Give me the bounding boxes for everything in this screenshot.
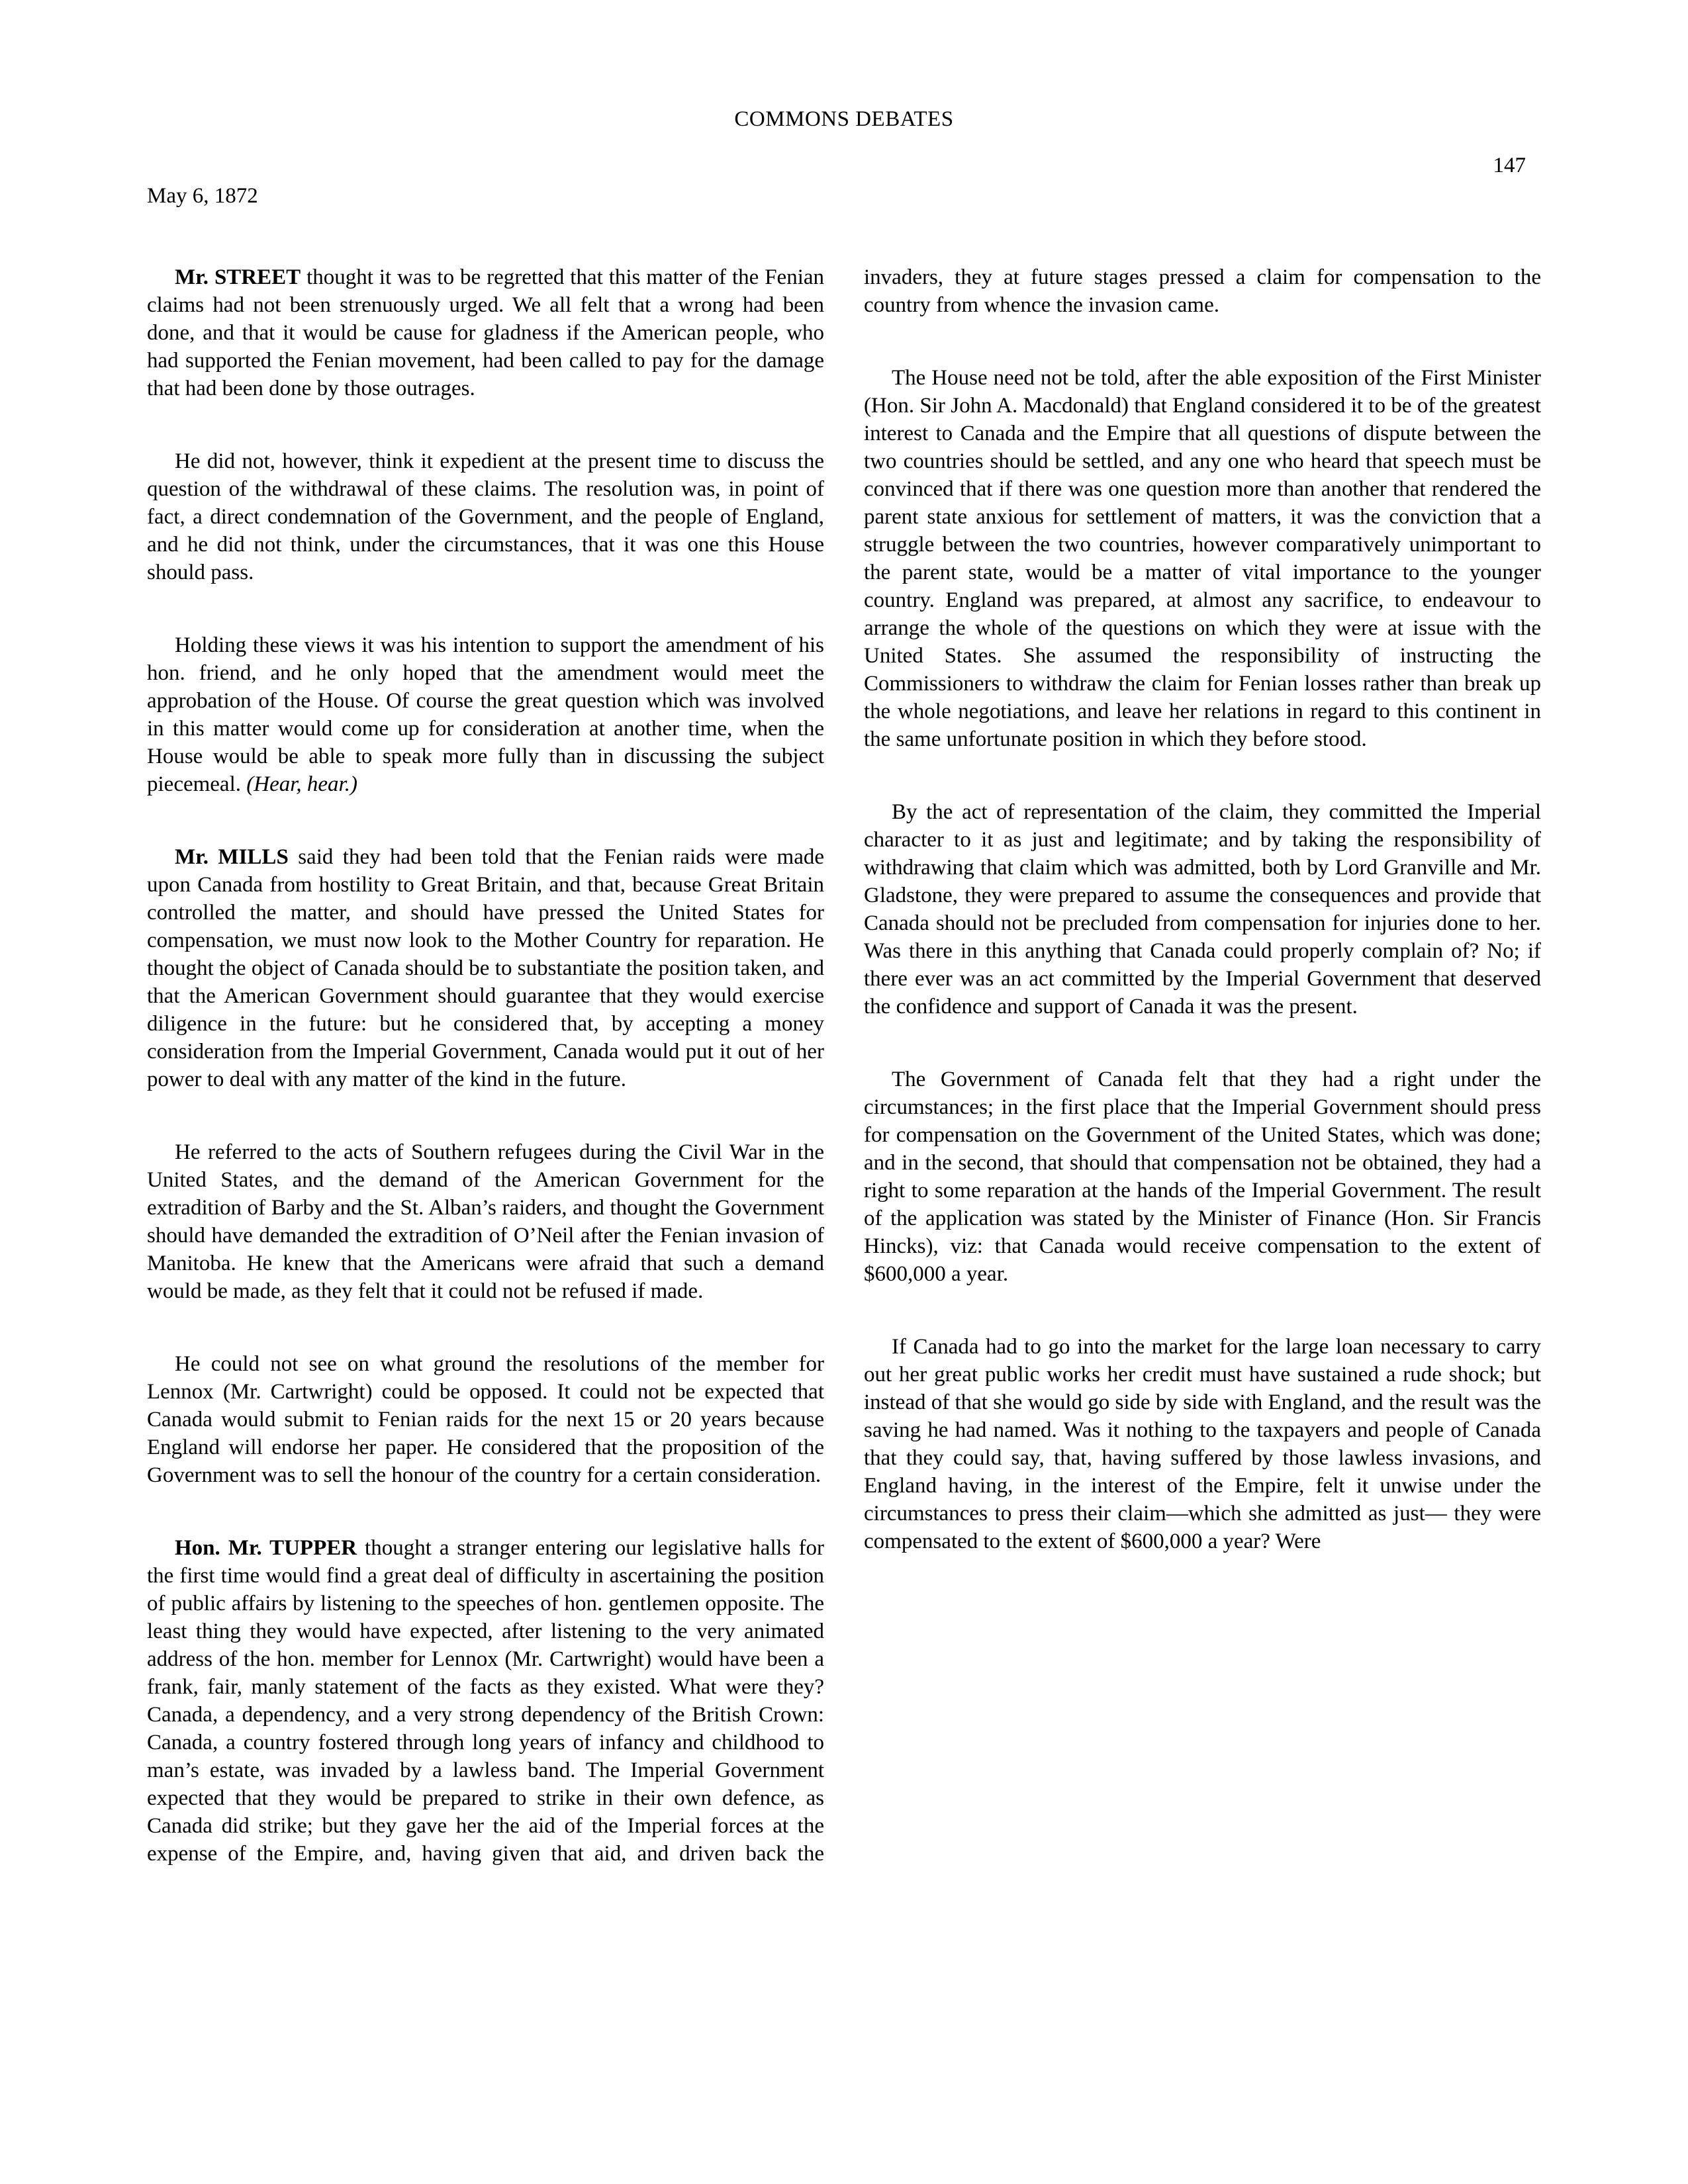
paragraph-text: said they had been told that the Fenian raids were made upon Canada from hostility to Great Britain, and that, because Great Britain controlled the matter, and should have pressed the United States for compensation, we must now look to the Mother Country for reparation. He thought the object of Canada should be to substantiate the position taken, and that the American Government should guarantee that they would exercise diligence in the future: but he considered that, by accepting a money consideration from the Imperial Government, Canada would put it out of her power to deal with any matter of the kind in the future.: [147, 845, 824, 1091]
paragraph-text: By the act of representation of the claim, they committed the Imperial character to it as just and legitimate; and by taking the responsibility of withdrawing that claim which was admitted, both by Lord Granville and Mr. Gladstone, they were prepared to assume the consequences and provide that Canada should not be precluded from compensation for injuries done to her. Was there in this anything that Canada could properly complain of? No; if there ever was an act committed by the Imperial Government that deserved the confidence and support of Canada it was the present.: [864, 800, 1541, 1019]
paragraph-text: He referred to the acts of Southern refugees during the Civil War in the United States, and the demand of the American Government for the extradition of Barby and the St. Alban’s raiders, and thought the Government should have demanded the extradition of O’Neil after the Fenian invasion of Manitoba. He knew that the Americans were afraid that such a demand would be made, as they felt that it could not be refused if made.: [147, 1140, 824, 1303]
paragraph: [864, 798, 1541, 1021]
paragraph: [147, 263, 824, 402]
running-head: COMMONS DEBATES: [734, 107, 954, 131]
paragraph: [147, 843, 824, 1093]
paragraph-text: He did not, however, think it expedient at the present time to discuss the question of the withdrawal of these claims. The resolution was, in point of fact, a direct condemnation of the Government, and the people of England, and he did not think, under the circumstances, that it was one this House should pass.: [147, 449, 824, 584]
paragraph: [147, 1138, 824, 1305]
speaker-name: Mr. MILLS: [175, 845, 289, 869]
paragraph-text: If Canada had to go into the market for the large loan necessary to carry out her great public works her credit must have sustained a rude shock; but instead of that she would go side by side with England, and the result was the saving he had named. Was it nothing to the taxpayers and people of Canada that they could say, that, having suffered by those lawless invasions, and England having, in the interest of the Empire, felt it unwise under the circumstances to press their claim—which she admitted as just— they were compensated to the extent of $600,000 a year? Were: [864, 1335, 1541, 1553]
page-number: 147: [1493, 154, 1526, 177]
paragraph: [147, 447, 824, 586]
paragraph: [147, 631, 824, 798]
paragraph-text: The Government of Canada felt that they had a right under the circumstances; in the first place that the Imperial Government should press for compensation on the Government of the United States, which was done; and in the second, that should that compensation not be obtained, they had a right to some reparation at the hands of the Imperial Government. The result of the application was stated by the Minister of Finance (Hon. Sir Francis Hincks), viz: that Canada would receive compensation to the extent of $600,000 a year.: [864, 1068, 1541, 1286]
paragraph-text: thought a stranger entering our legislative halls for the first time would find a great deal of difficulty in ascertaining the position of public affairs by listening to the speeches of hon. gentlemen opposite. The least thing they would have expected, after listening to the very animated address of the hon. member for Lennox (Mr. Cartwright) would have been a frank, fair, manly statement of the facts as they existed. What were they? Canada, a dependency, and a very strong dependency of the British Crown: Canada, a country fostered through long years of infancy and childhood to man’s estate, was invaded by a lawless band. The Imperial Government expected that they would be prepared to strike in their own defence, as Canada did strike; but they gave her the aid of the Imperial forces at the expense of the Empire, and, having given that aid, and driven back the invaders, they at future stages pressed a claim for compensation to the country from whence the invasion came.: [147, 265, 1541, 1866]
speaker-name: Mr. STREET: [175, 265, 301, 289]
paragraph: [864, 1333, 1541, 1555]
paragraph-text: He could not see on what ground the resolutions of the member for Lennox (Mr. Cartwright) could be opposed. It could not be expected that Canada would submit to Fenian raids for the next 15 or 20 years because England will endorse her paper. He considered that the proposition of the Government was to sell the honour of the country for a certain consideration.: [147, 1352, 824, 1487]
paragraph-text: thought it was to be regretted that this matter of the Fenian claims had not been strenuously urged. We all felt that a wrong had been done, and that it would be cause for gladness if the American people, who had supported the Fenian movement, had been called to pay for the damage that had been done by those outrages.: [147, 265, 825, 400]
date-line: May 6, 1872: [147, 184, 258, 208]
paragraph-text: Holding these views it was his intention to support the amendment of his hon. friend, and he only hoped that the amendment would meet the approbation of the House. Of course the great question which was involved in this matter would come up for consideration at another time, when the House would be able to speak more fully than in discussing the subject piecemeal.: [147, 633, 824, 796]
aside-remark: (Hear, hear.): [246, 772, 357, 796]
debate-text-columns: [147, 263, 1541, 1891]
paragraph: [864, 364, 1541, 753]
paragraph-text: The House need not be told, after the able exposition of the First Minister (Hon. Sir John A. Macdonald) that England considered it to be of the greatest interest to Canada and the Empire that all questions of dispute between the two countries should be settled, and any one who heard that speech must be convinced that if there was one question more than another that rendered the parent state anxious for settlement of matters, it was the conviction that a struggle between the two countries, however comparatively unimportant to the parent state, would be a matter of vital importance to the younger country. England was prepared, at almost any sacrifice, to endeavour to arrange the whole of the questions on which they were at issue with the United States. She assumed the responsibility of instructing the Commissioners to withdraw the claim for Fenian losses rather than break up the whole negotiations, and leave her relations in regard to this continent in the same unfortunate position in which they before stood.: [864, 366, 1541, 751]
paragraph: [864, 1066, 1541, 1288]
speaker-name: Hon. Mr. TUPPER: [175, 1536, 357, 1560]
paragraph: [147, 1350, 824, 1489]
